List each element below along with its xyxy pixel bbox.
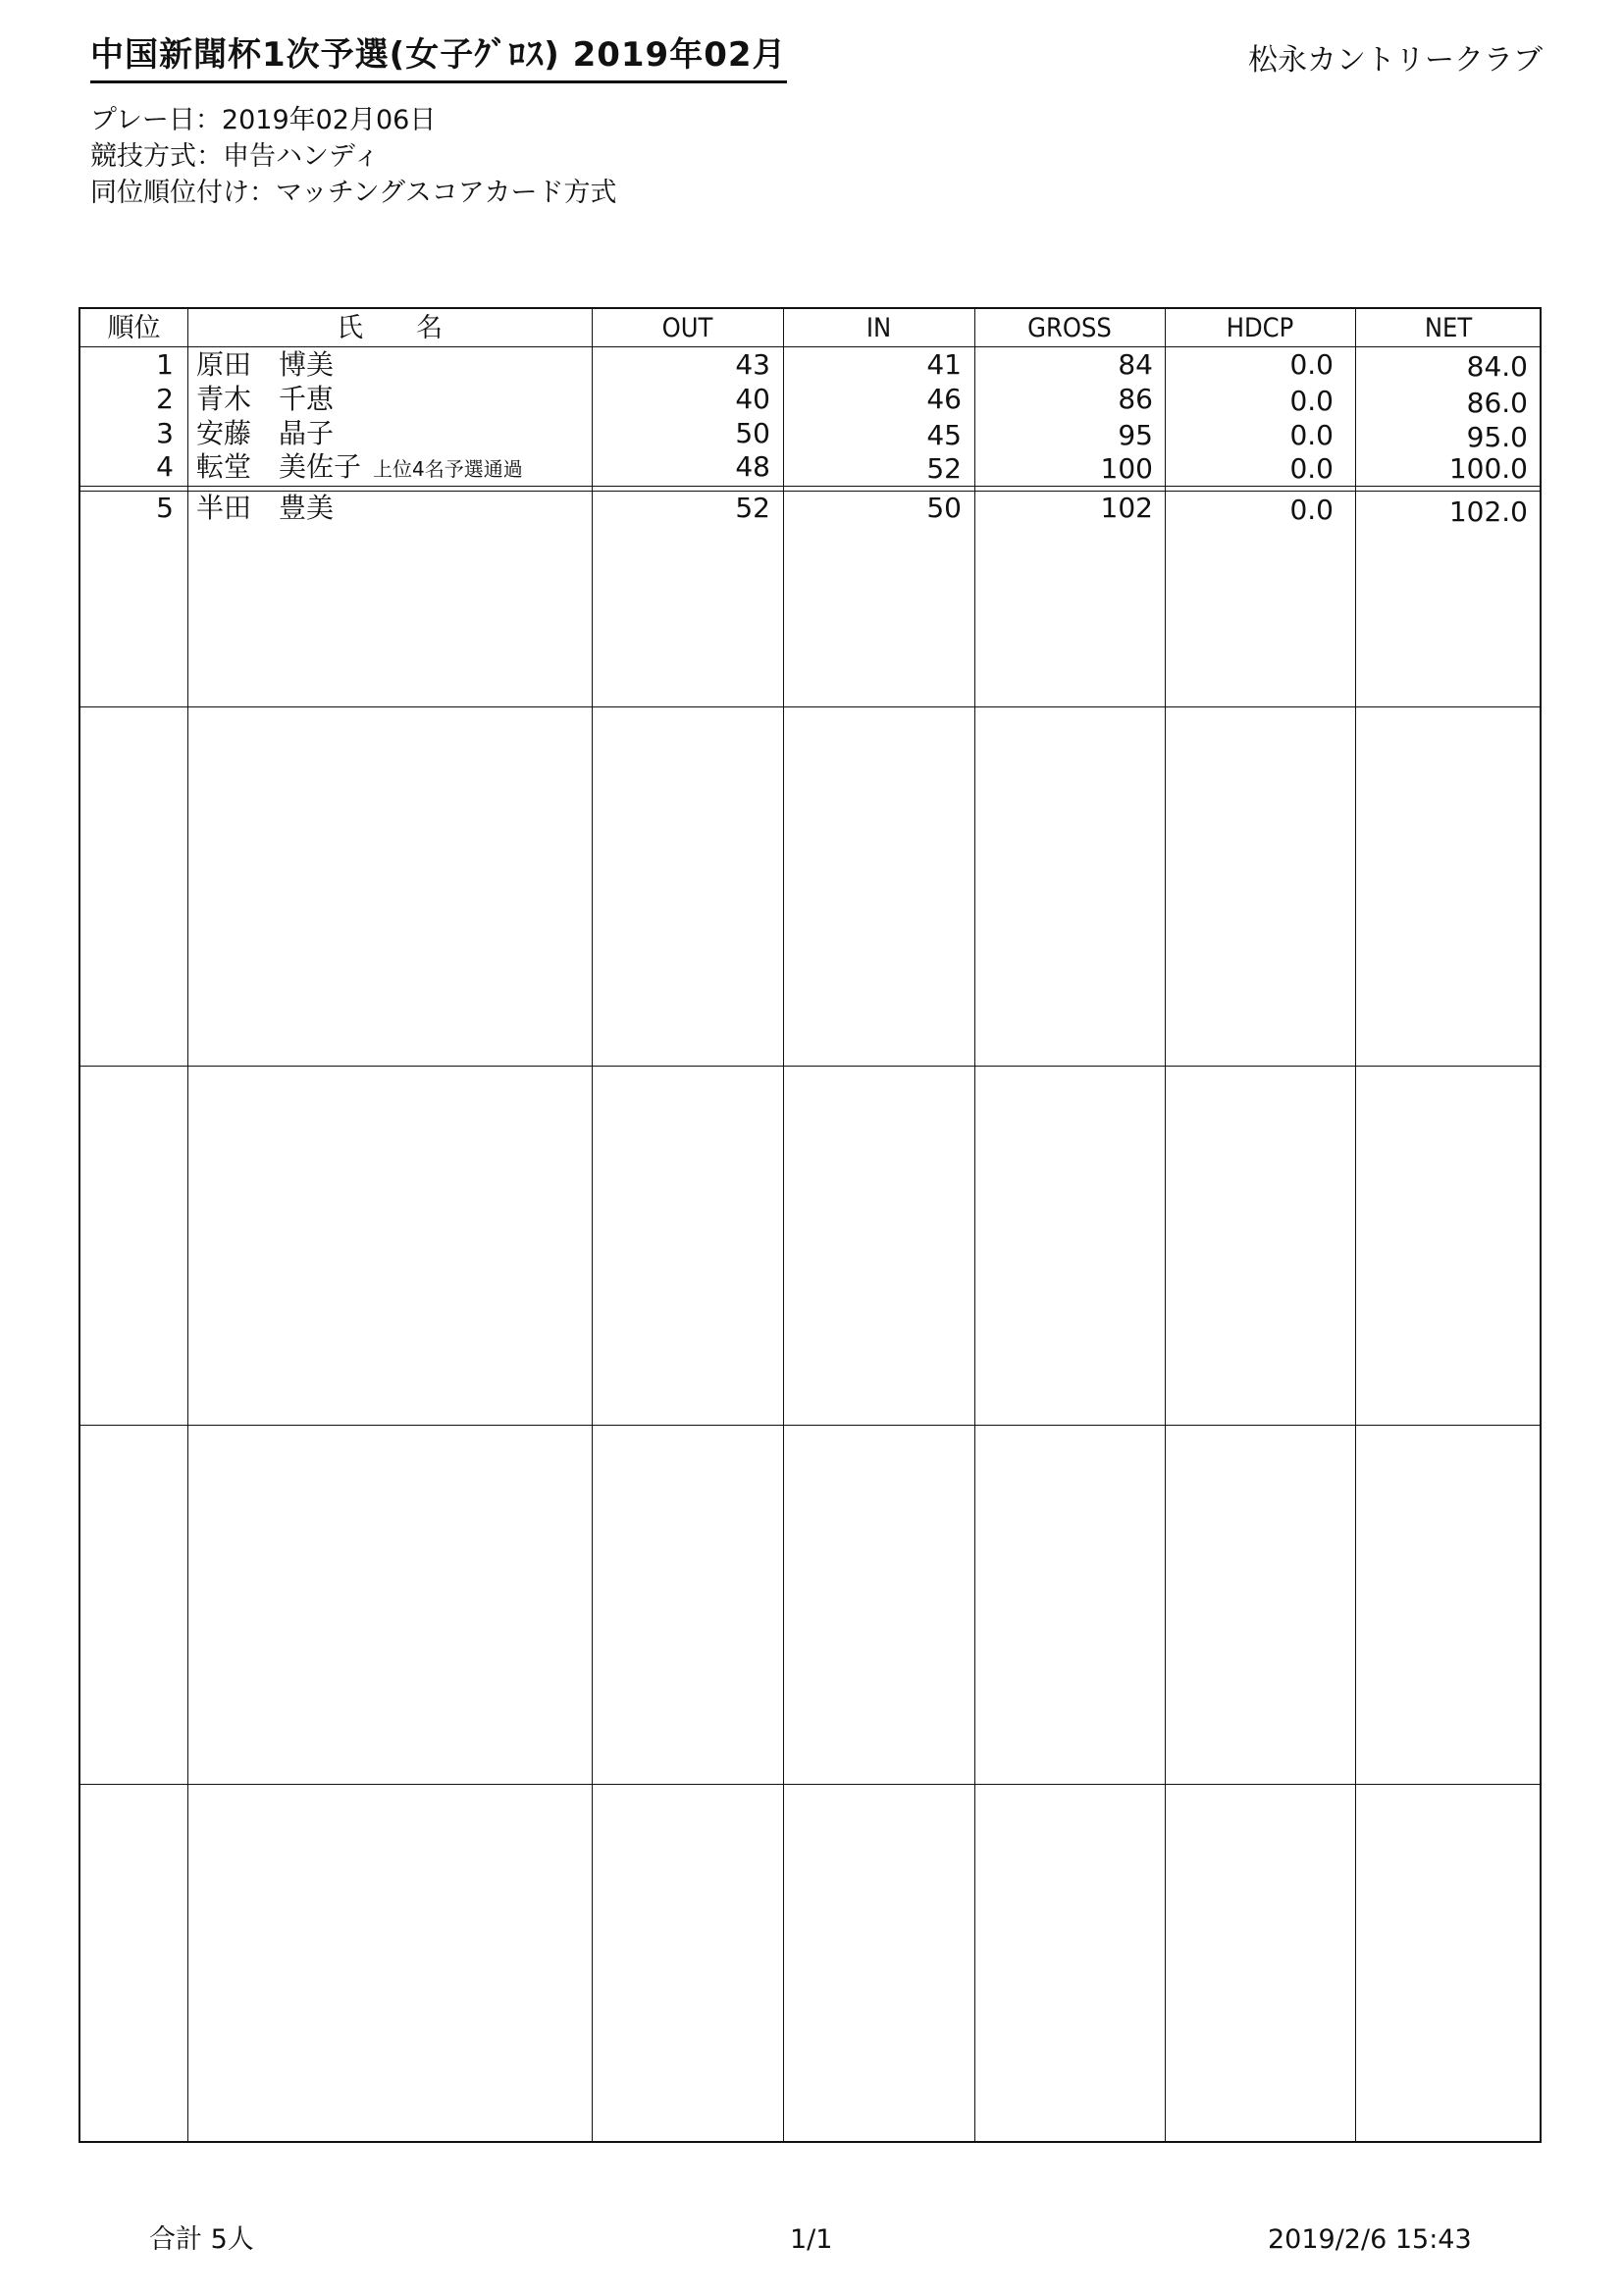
column-divider	[1165, 309, 1166, 2141]
row-4-name	[196, 450, 589, 484]
row-3-in: 45	[926, 419, 962, 451]
row-4-in: 52	[926, 452, 962, 485]
row-2-name	[196, 383, 589, 416]
row-5-out: 52	[735, 492, 770, 524]
row-1-out: 43	[735, 348, 770, 381]
player-name: 青木 千恵	[196, 383, 335, 415]
header-net: NET	[1424, 313, 1473, 343]
document-title: 中国新聞杯1次予選(女子ｸﾞﾛｽ) 2019年02月	[90, 31, 787, 83]
player-name: 転堂 美佐子	[196, 450, 362, 483]
competition-format: 競技方式：申告ハンディ	[90, 141, 380, 172]
row-4-hdcp: 0.0	[1289, 452, 1334, 485]
row-1-rank: 1	[156, 348, 174, 381]
row-4-gross: 100	[1100, 452, 1153, 485]
row-3-hdcp: 0.0	[1289, 419, 1334, 451]
row-1-hdcp: 0.0	[1289, 348, 1334, 381]
club-name: 松永カントリークラブ	[1248, 43, 1543, 78]
row-3-rank: 3	[156, 417, 174, 449]
row-1-gross: 84	[1118, 348, 1153, 381]
row-3-out: 50	[735, 417, 770, 449]
competition-info	[90, 102, 617, 211]
column-divider	[783, 309, 784, 2141]
results-table	[79, 307, 1542, 2143]
row-2-net: 86.0	[1466, 387, 1528, 419]
row-5-hdcp: 0.0	[1289, 494, 1334, 526]
row-group-divider	[80, 1066, 1540, 1067]
row-1-in: 41	[926, 348, 962, 381]
row-5-name	[196, 492, 589, 525]
row-3-gross: 95	[1118, 419, 1153, 451]
row-group-divider	[80, 706, 1540, 707]
row-2-out: 40	[735, 383, 770, 415]
row-5-gross: 102	[1100, 492, 1153, 524]
row-group-divider	[80, 1425, 1540, 1426]
header-out: OUT	[661, 313, 713, 343]
row-2-rank: 2	[156, 383, 174, 415]
header-hdcp: HDCP	[1226, 313, 1294, 343]
row-2-hdcp: 0.0	[1289, 385, 1334, 417]
row-3-net: 95.0	[1466, 421, 1528, 453]
header-name: 氏 名	[337, 313, 443, 343]
player-name: 半田 豊美	[196, 492, 335, 524]
row-5-rank: 5	[156, 492, 174, 524]
column-divider	[1355, 309, 1356, 2141]
header-rank: 順位	[107, 313, 161, 343]
play-date: プレー日：2019年02月06日	[90, 105, 437, 135]
row-2-in: 46	[926, 383, 962, 415]
row-4-out: 48	[735, 450, 770, 483]
total-count: 合計 5人	[149, 2224, 254, 2255]
header-gross: GROSS	[1027, 313, 1112, 343]
player-name: 安藤 晶子	[196, 417, 335, 449]
page-number: 1/1	[790, 2224, 833, 2255]
row-1-net: 84.0	[1466, 350, 1528, 383]
column-divider	[592, 309, 593, 2141]
player-name: 原田 博美	[196, 348, 335, 381]
print-timestamp: 2019/2/6 15:43	[1268, 2224, 1472, 2255]
row-group-divider	[80, 1784, 1540, 1785]
column-divider	[187, 309, 188, 2141]
row-4-net: 100.0	[1448, 452, 1528, 485]
tiebreak-method: 同位順位付け：マッチングスコアカード方式	[90, 178, 617, 208]
header-in: IN	[865, 313, 892, 343]
row-5-in: 50	[926, 492, 962, 524]
row-3-name	[196, 417, 589, 450]
header-divider	[80, 346, 1540, 347]
row-4-rank: 4	[156, 450, 174, 483]
row-1-name	[196, 348, 589, 382]
column-divider	[974, 309, 975, 2141]
row-5-net: 102.0	[1448, 496, 1528, 528]
qualifier-note: 上位4名予選通過	[373, 457, 523, 481]
row-2-gross: 86	[1118, 383, 1153, 415]
